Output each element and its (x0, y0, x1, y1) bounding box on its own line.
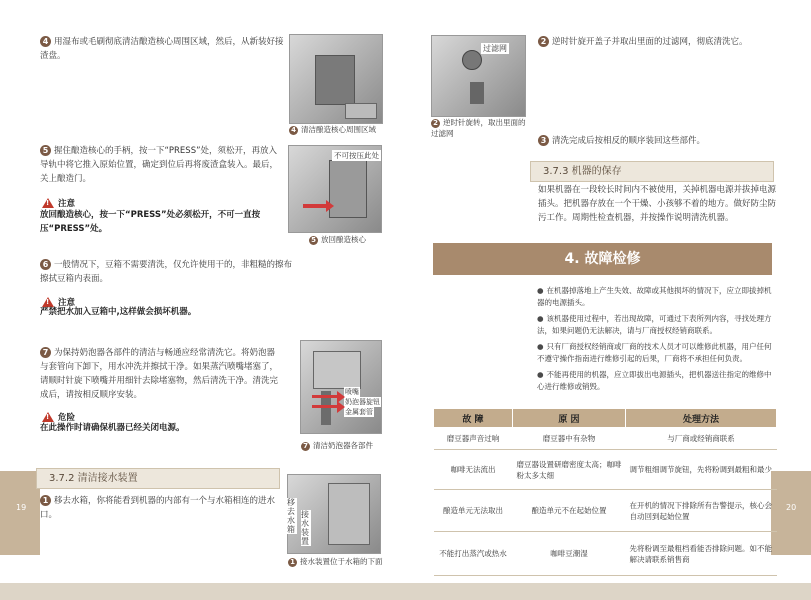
filter-label: 过滤网 (483, 44, 507, 53)
step4-number: 4 (40, 36, 51, 47)
step6-number: 6 (40, 259, 51, 270)
table-header-row (434, 409, 777, 428)
table-row: 不能打出蒸汽或热水 咖啡豆潮湿 先将粉调至最粗档看能否排除问题。如不能解决请联系销售商 (434, 532, 777, 576)
bullet-item: ● 只有厂商授权经销商或厂商的技术人员才可以维修此机器，用户任何不遵守操作指南进行维修引起的后果，厂商将不承担任何负责。 (537, 342, 772, 363)
right-page-tab (771, 471, 811, 555)
milk-frother-photo (300, 340, 382, 434)
step1-caption: 1 接水装置位于水箱的下面 (288, 556, 383, 567)
brew-area-photo (289, 34, 383, 124)
step7-text: 7 为保持奶泡器各部件的清洁与畅通应经常清洗它。将奶泡器与套管向下卸下，用水冲洗并擦拭干净。如果蒸汽喷嘴堵塞了，请顺时针旋下喷嘴并用细针去除堵塞物，然后清洗干净。清洗完成后，请按相反顺序安装。 (40, 348, 279, 400)
bullet-item: ● 该机器使用过程中，若出现故障，可通过下表所列内容，寻找处理方法，如果问题仍无法解决，请与厂商授权经销商联系。 (537, 314, 772, 335)
table-row: 酿造单元无法取出 酿造单元不在起始位置 在开机的情况下排除所有告警提示，核心会自动回到起始位置 (434, 490, 777, 532)
header-solution: 处理方法 (626, 409, 777, 428)
table-row: 咖啡无法流出 磨豆器设置研磨密度太高；咖啡粉太多太细 调节粗细调节旋钮，先将粉调到最粗和最少 (434, 450, 777, 490)
step2-text: 2 逆时针旋开盖子并取出里面的过滤网，彻底清洗它。 (538, 35, 778, 49)
frother-arrow-1 (312, 395, 338, 398)
header-fault: 故 障 (434, 409, 513, 428)
bullet-item: ● 在机器掉落地上产生失效、故障或其他损坏的情况下，应立即拔掉机器的电源插头。 (537, 286, 772, 307)
note1-text: 放回酿造核心，按一下“PRESS”处必须松开，不可一直按压“PRESS”处。 (40, 210, 261, 234)
note2-heading: ! 注意 (42, 291, 75, 310)
frother-label-sleeve: 金属套管 (345, 408, 373, 416)
header-cause: 原 因 (513, 409, 626, 428)
bullet-item: ● 不能再使用的机器，应立即拔出电源插头，把机器送往指定的维修中心进行维修或销毁。 (537, 370, 772, 391)
left-page-number: 19 (16, 503, 27, 512)
step5-callout: 不可按压此处 (334, 151, 379, 160)
step5-number: 5 (40, 145, 51, 156)
note2-text: 严禁把水加入豆箱中,这样做会损坏机器。 (40, 307, 197, 317)
note1-heading: ! 注意 (42, 192, 75, 211)
step5-caption: 5 放回酿造核心 (309, 234, 366, 245)
step3-text: 3 清洗完成后按相反的顺序装回这些部件。 (538, 134, 778, 148)
danger-icon: ! (42, 412, 54, 422)
label-water-intake: 接水装置 (301, 510, 309, 546)
danger-text: 在此操作时请确保机器已经关闭电源。 (40, 423, 185, 433)
push-arrow (303, 204, 327, 208)
step1-text: 1 移去水箱，你将能看到机器的内部有一个与水箱相连的进水口。 (40, 496, 276, 520)
warning-icon: ! (42, 198, 54, 208)
step5-text: 5 握住酿造核心的手柄，按一下“PRESS”处，须松开，再放入导轨中将它推入原始位置，确定到位后再将废渣盒装入。最后，关上酿造门。 (40, 146, 279, 184)
section-3-7-3: 3.7.3 机器的保存 (530, 161, 774, 182)
step7-caption: 7 清洁奶泡器各部件 (301, 440, 373, 451)
chapter-4-bar: 4. 故障检修 (433, 243, 772, 275)
troubleshooting-table (433, 408, 777, 576)
left-page-tab (0, 471, 40, 555)
step4-text: 4 用湿布或毛刷彻底清洁酿造核心周围区域，然后，从新装好接渣盘。 (40, 37, 284, 61)
section-3-7-2: 3.7.2 清洁接水装置 (36, 468, 280, 489)
storage-text: 如果机器在一段较长时间内不被使用，关掉机器电源并拔掉电源插头。把机器存放在一个干燥、小孩够不着的地方。做好防尘防污工作。周期性检查机器，并按操作说明清洗机器。 (538, 185, 777, 223)
frother-arrow-2 (312, 405, 338, 408)
filter-photo (431, 35, 526, 117)
step4-caption: 4 清洁酿造核心周围区域 (289, 124, 376, 135)
step6-text: 6 一般情况下，豆箱不需要清洗，仅允许使用干的，非粗糙的擦布擦拭豆箱内表面。 (40, 260, 293, 284)
frother-label-nozzle: 喷嘴 (345, 388, 359, 396)
table-row: 磨豆器声音过响 磨豆器中有杂物 与厂商或经销商联系 (434, 428, 777, 450)
right-page-number: 20 (786, 503, 797, 512)
warning-icon: ! (42, 297, 54, 307)
frother-label-knob: 奶泡器旋钮 (345, 398, 380, 406)
bottom-band (0, 583, 811, 600)
bullet-list (537, 285, 777, 393)
step7-number: 7 (40, 347, 51, 358)
step1-number: 1 (40, 495, 51, 506)
danger-heading: ! 危险 (42, 406, 75, 425)
label-remove-tank: 移去水箱 (287, 498, 295, 534)
step3-number: 3 (538, 135, 549, 146)
step2-number: 2 (538, 36, 549, 47)
step2-caption: 2 逆时针旋转，取出里面的过滤网 (431, 118, 526, 138)
